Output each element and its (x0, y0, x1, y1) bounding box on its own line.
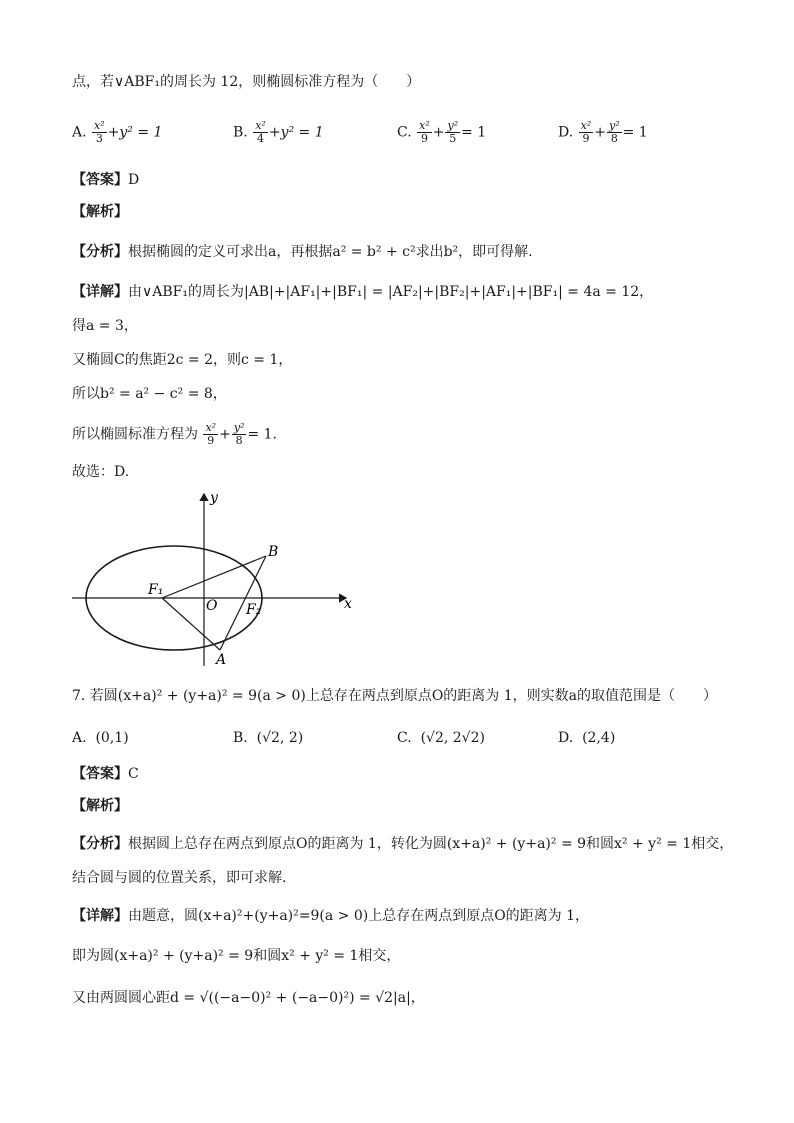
q7-fenxi-2: 结合圆与圆的位置关系，即可求解. (72, 870, 287, 886)
label-a: A (216, 652, 227, 668)
q7-stem: 7. 若圆(x+a)² + (y+a)² = 9(a > 0)上总存在两点到原点O的距离为 1，则实数a的取值范围是（ ） (72, 688, 717, 704)
fraction: $\frac{\text{x²}}{4}$ (255, 119, 266, 145)
q7-option-a: A. (0,1) (72, 730, 129, 746)
q6-option-a: A. $\frac{\text{x²}}{3}$ +y² = 1 (72, 119, 163, 145)
q7-option-d: D. (2,4) (558, 730, 616, 746)
q6-analysis-heading: 【解析】 (72, 204, 128, 220)
q6-stem-tail: 点，若∨ABF₁的周长为 12，则椭圆标准方程为（ ） (72, 74, 421, 90)
q7-analysis-heading: 【解析】 (72, 798, 128, 814)
fraction: $\frac{\text{x²}}{9}$ (205, 421, 217, 447)
q6-option-d: D. $\frac{\text{x²}}{9}$ + $\frac{\text{y²}}{8}$ = 1 (558, 119, 648, 145)
fraction: $\frac{\text{x²}}{9}$ (580, 119, 592, 145)
q6-answer: 【答案】D (72, 172, 140, 188)
q7-fenxi-1: 【分析】根据圆上总存在两点到原点O的距离为 1，转化为圆(x+a)² + (y+a)² = 9和圆x² + y² = 1相交， (72, 836, 734, 852)
q6-option-b: B. $\frac{\text{x²}}{4}$ +y² = 1 (233, 119, 324, 145)
fraction: $\frac{\text{y²}}{8}$ (609, 119, 620, 145)
q6-xiangjie-2: 得a = 3， (72, 318, 138, 334)
q7-xiangjie-1: 【详解】由题意，圆(x+a)²+(y+a)²=9(a > 0)上总存在两点到原点O的距离为 1， (72, 908, 590, 924)
fraction: $\frac{\text{x²}}{9}$ (419, 119, 430, 145)
label-b: B (268, 544, 279, 560)
q6-xiangjie-5: 所以椭圆标准方程为 $\frac{\text{x²}}{9}$ + $\frac{\text{y²}}{8}$ = 1. (72, 421, 277, 447)
q6-fenxi: 【分析】根据椭圆的定义可求出a，再根据a² = b² + c²求出b²，即可得解. (72, 244, 533, 260)
q6-xiangjie-3: 又椭圆C的焦距2c = 2，则c = 1， (72, 352, 293, 368)
label-y: y (210, 490, 218, 506)
q6-choose: 故选：D. (72, 464, 130, 480)
fraction: $\frac{\text{y²}}{5}$ (447, 119, 459, 145)
q7-answer: 【答案】C (72, 766, 139, 782)
segment-f1-b (162, 556, 266, 598)
q7-xiangjie-3: 又由两圆圆心距d = √((−a−0)² + (−a−0)²) = √2|a|， (72, 990, 425, 1006)
ellipse-figure (70, 488, 360, 670)
label-f1: F₁ (148, 582, 164, 598)
q6-xiangjie-4: 所以b² = a² − c² = 8， (72, 386, 227, 402)
label-x: x (344, 596, 352, 612)
q7-xiangjie-2: 即为圆(x+a)² + (y+a)² = 9和圆x² + y² = 1相交， (72, 948, 401, 964)
fraction: $\frac{\text{x²}}{3}$ (94, 119, 105, 145)
label-f2: F₂ (246, 602, 262, 618)
q6-option-c: C. $\frac{\text{x²}}{9}$ + $\frac{\text{y²}}{5}$ = 1 (397, 119, 487, 145)
q6-xiangjie-1: 【详解】由∨ABF₁的周长为|AB|+|AF₁|+|BF₁| = |AF₂|+|BF₂|+|AF₁|+|BF₁| = 4a = 12， (72, 284, 654, 300)
fraction: $\frac{\text{y²}}{8}$ (233, 421, 245, 447)
q7-option-b: B. (√2, 2) (233, 730, 304, 746)
q7-option-c: C. (√2, 2√2) (397, 730, 485, 746)
label-o: O (206, 598, 218, 614)
